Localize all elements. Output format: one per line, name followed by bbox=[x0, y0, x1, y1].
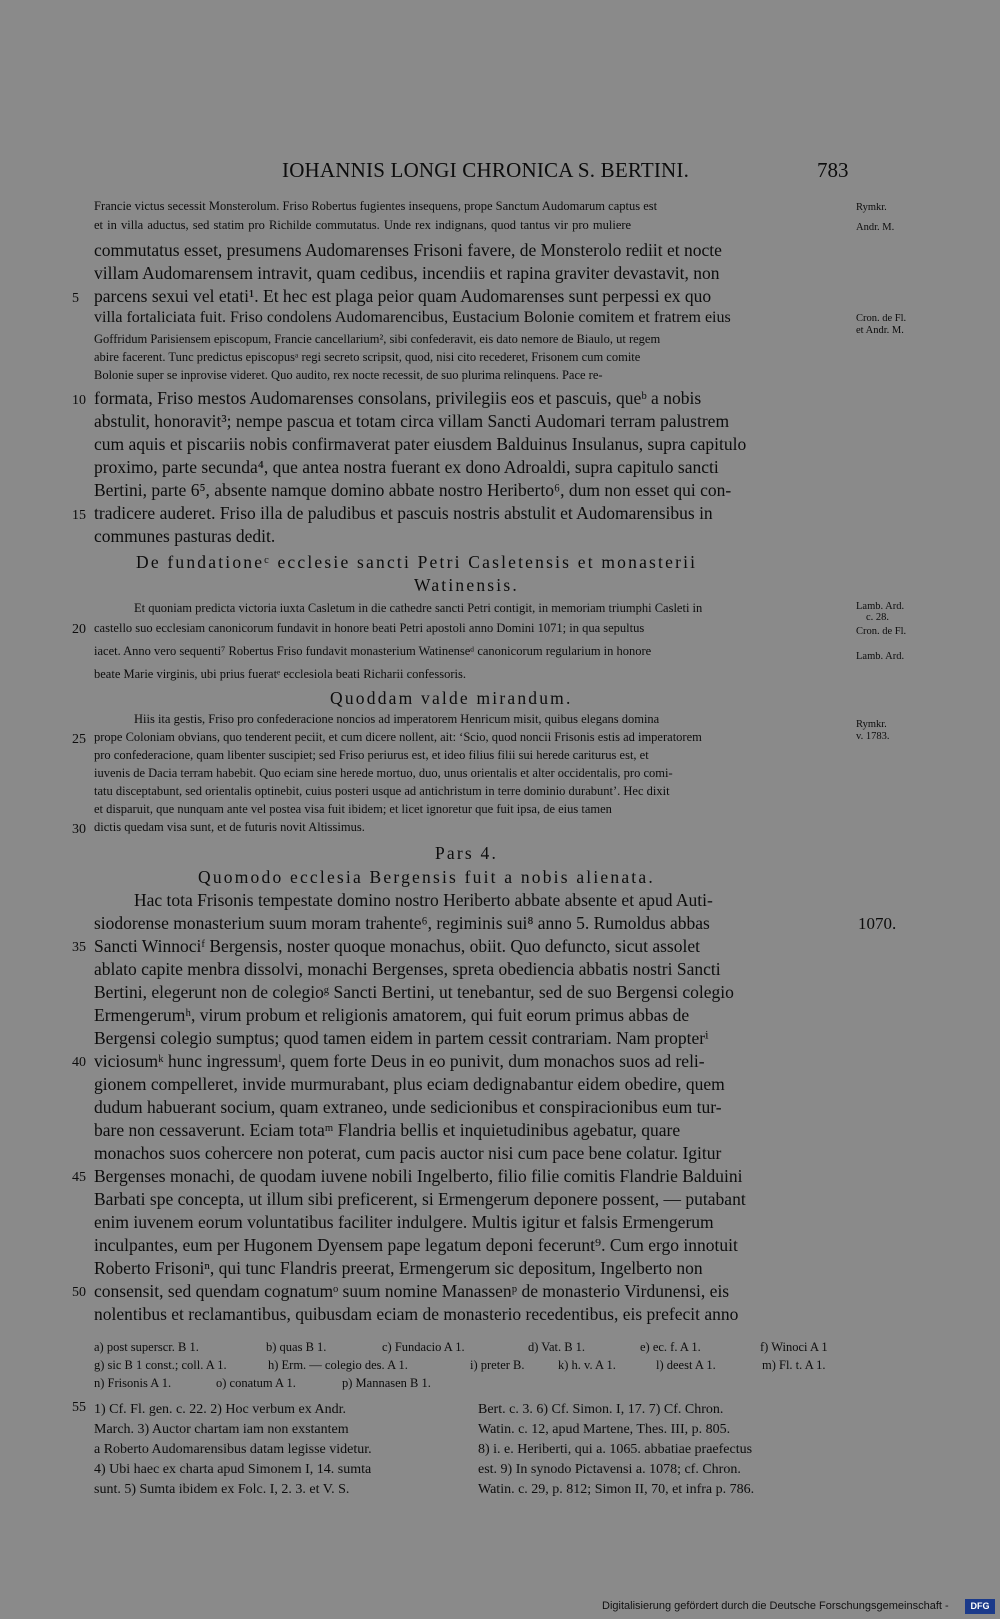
text-line: monachos suos cohercere non poterat, cum pacis auctor nisi cum pace bene colatur. Igitur bbox=[94, 1143, 722, 1163]
text-line: Bertini, elegerunt non de colegioᵍ Sancti Bertini, ut tenebantur, sed de suo Bergensi colegio bbox=[94, 982, 734, 1002]
running-title: IOHANNIS LONGI CHRONICA S. BERTINI. bbox=[282, 158, 690, 182]
section-heading: De fundationeᶜ ecclesie sancti Petri Casletensis et monasterii bbox=[136, 552, 698, 572]
text-line: et disparuit, que nunquam ante vel postea visa fuit ibidem; et licet ignoretur que fuit ipsa, de eius tamen bbox=[94, 802, 612, 816]
text-line: castello suo ecclesiam canonicorum fundavit in honore beati Petri apostoli anno Domini 1071; in qua sepultus bbox=[94, 621, 645, 635]
text-line: communes pasturas dedit. bbox=[94, 526, 276, 546]
text-line: Roberto Frisoniⁿ, qui tunc Flandris preerat, Ermengerum sic depositum, Ingelberto non bbox=[94, 1258, 703, 1278]
text-line: proximo, parte secunda⁴, que antea nostra fuerant ex dono Adroaldi, supra capitulo sancti bbox=[94, 457, 719, 477]
line-number: 25 bbox=[72, 732, 86, 747]
margin-note: Cron. de Fl. bbox=[856, 626, 907, 637]
variant-note: n) Frisonis A 1. bbox=[94, 1376, 172, 1390]
text-line: Barbati spe concepta, ut illum sibi preficerent, si Ermengerum deponere possent, — putabant bbox=[94, 1189, 746, 1209]
text-line: viciosumᵏ hunc ingressumˡ, quem forte Deus in eo punivit, dum monachos suos ad reli- bbox=[94, 1051, 705, 1071]
text-line: Et quoniam predicta victoria iuxta Casletum in die cathedre sancti Petri contigit, in memoriam triumphi Casleti in bbox=[134, 601, 703, 615]
text-line: villam Audomarensem intravit, quam cedibus, incendiis et rapina graviter devastavit, non bbox=[94, 263, 720, 283]
text-line: Bertini, parte 6⁵, absente namque domino abbate nostro Heriberto⁶, dum non esset qui con- bbox=[94, 480, 732, 500]
line-number: 50 bbox=[72, 1285, 86, 1300]
text-line: nolentibus et reclamantibus, quibusdam eciam de monasterio recedentibus, eis prefecit anno bbox=[94, 1304, 739, 1324]
line-number: 35 bbox=[72, 940, 86, 955]
text-line: abire facerent. Tunc predictus episcopusᵃ regi secreto scripsit, quod, nisi cito recederet, Frisonem cum comite bbox=[94, 350, 641, 364]
margin-note: Rymkr. bbox=[856, 202, 887, 213]
footnote-line: est. 9) In synodo Pictavensi a. 1078; cf. Chron. bbox=[478, 1462, 741, 1477]
text-line: Hiis ita gestis, Friso pro confederacione noncios ad imperatorem Henricum misit, quibus elegans domina bbox=[134, 712, 660, 726]
part-heading: Pars 4. bbox=[435, 843, 499, 863]
line-number: 55 bbox=[72, 1400, 86, 1415]
margin-note: Lamb. Ard. bbox=[856, 651, 905, 662]
margin-year: 1070. bbox=[858, 914, 897, 933]
text-line: Bolonie super se inprovise videret. Quo audito, rex nocte recessit, de suo plurima relinquens. Pace re- bbox=[94, 368, 603, 382]
text-line: dictis quedam visa sunt, et de futuris novit Altissimus. bbox=[94, 820, 365, 834]
variant-note: o) conatum A 1. bbox=[216, 1376, 296, 1390]
text-line: pro confederacione, quam libenter suscipiet; sed Friso periurus est, et ideo filius filii sui herede cariturus est, et bbox=[94, 748, 649, 762]
section-heading: Quomodo ecclesia Bergensis fuit a nobis alienata. bbox=[198, 867, 655, 887]
variant-note: k) h. v. A 1. bbox=[558, 1358, 616, 1372]
margin-note: c. 28. bbox=[866, 612, 890, 623]
variant-note: a) post superscr. B 1. bbox=[94, 1340, 199, 1354]
text-line: tradicere auderet. Friso illa de paludibus et pascuis nostris abstulit et Audomarensibus in bbox=[94, 503, 713, 523]
text-line: enim iuvenem eorum voluntatibus faciliter indulgere. Multis igitur et falsis Ermengerum bbox=[94, 1212, 714, 1232]
line-number: 15 bbox=[72, 508, 86, 523]
margin-note: v. 1783. bbox=[856, 731, 890, 742]
text-line: cum aquis et piscariis nobis confirmaverat pater eiusdem Balduinus Insulanus, supra capitulo bbox=[94, 434, 747, 454]
text-line: Hac tota Frisonis tempestate domino nostro Heriberto abbate absente et apud Auti- bbox=[134, 890, 713, 910]
line-number: 20 bbox=[72, 622, 86, 637]
footnote-line: 4) Ubi haec ex charta apud Simonem I, 14. sumta bbox=[94, 1462, 372, 1477]
margin-note: Rymkr. bbox=[856, 719, 887, 730]
text-line: et in villa aductus, sed statim pro Richilde commutatus. Unde rex indignans, quod tantus vir pro muliere bbox=[94, 218, 632, 232]
footnote-line: Watin. c. 12, apud Martene, Thes. III, p. 805. bbox=[478, 1422, 731, 1437]
footnote-line: sunt. 5) Sumta ibidem ex Folc. I, 2. 3. et V. S. bbox=[94, 1482, 350, 1497]
text-line: prope Coloniam obvians, quo tenderent peciit, et cum dicere nollent, ait: ‘Scio, quod noncii Frisonis estis ad imperatorem bbox=[94, 730, 702, 744]
footnote-line: 8) i. e. Heriberti, qui a. 1065. abbatiae praefectus bbox=[478, 1442, 753, 1457]
line-number: 10 bbox=[72, 393, 86, 408]
text-line: iacet. Anno vero sequenti⁷ Robertus Friso fundavit monasterium Watinenseᵈ canonicorum regularium in honore bbox=[94, 644, 652, 658]
footnote-line: March. 3) Auctor chartam iam non exstantem bbox=[94, 1422, 349, 1437]
variant-note: e) ec. f. A 1. bbox=[640, 1340, 701, 1354]
variant-note: l) deest A 1. bbox=[656, 1358, 716, 1372]
margin-note: et Andr. M. bbox=[856, 325, 904, 336]
text-line: dudum habuerant socium, quam extraneo, unde sedicionibus et conspiracionibus eum tur- bbox=[94, 1097, 722, 1117]
text-line: formata, Friso mestos Audomarenses consolans, privilegiis eos et pascuis, queᵇ a nobis bbox=[94, 388, 702, 408]
margin-note: Lamb. Ard. bbox=[856, 601, 905, 612]
footnote-line: 1) Cf. Fl. gen. c. 22. 2) Hoc verbum ex Andr. bbox=[94, 1402, 346, 1417]
dfg-logo: DFG bbox=[965, 1599, 995, 1614]
text-line: villa fortaliciata fuit. Friso condolens Audomarencibus, Eustacium Bolonie comitem et fratrem eius bbox=[94, 309, 731, 326]
line-number: 45 bbox=[72, 1170, 86, 1185]
text-line: Sancti Winnociᶠ Bergensis, noster quoque monachus, obiit. Quo defuncto, sicut assolet bbox=[94, 936, 700, 956]
funding-credit: Digitalisierung gefördert durch die Deutsche Forschungsgemeinschaft - bbox=[602, 1600, 949, 1612]
text-line: gionem compelleret, invide murmurabant, plus eciam dedignabantur eidem obedire, quem bbox=[94, 1074, 725, 1094]
text-line: inculpantes, eum per Hugonem Dyensem pape legatum deponi fecerunt⁹. Cum ergo innotuit bbox=[94, 1235, 738, 1255]
variant-note: p) Mannasen B 1. bbox=[342, 1376, 431, 1390]
section-heading: Watinensis. bbox=[414, 575, 519, 595]
line-number: 30 bbox=[72, 822, 86, 837]
variant-note: b) quas B 1. bbox=[266, 1340, 327, 1354]
variant-note: d) Vat. B 1. bbox=[528, 1340, 586, 1354]
text-line: commutatus esset, presumens Audomarenses Frisoni favere, de Monsterolo rediit et nocte bbox=[94, 240, 722, 260]
text-line: abstulit, honoravit³; nempe pascua et totam circa villam Sancti Audomari terram palustrem bbox=[94, 411, 730, 431]
text-line: bare non cessaverunt. Eciam totaᵐ Flandria bellis et inquietudinibus agebatur, quare bbox=[94, 1120, 681, 1140]
text-line: Bergenses monachi, de quodam iuvene nobili Ingelberto, filio filie comitis Flandrie Balduini bbox=[94, 1166, 743, 1186]
line-number: 40 bbox=[72, 1055, 86, 1070]
margin-note: Cron. de Fl. bbox=[856, 313, 907, 324]
text-line: Ermengerumʰ, virum probum et religionis amatorem, qui fuit eorum primus abbas de bbox=[94, 1005, 690, 1025]
variant-note: f) Winoci A 1 bbox=[760, 1340, 828, 1354]
footnote-line: Watin. c. 29, p. 812; Simon II, 70, et infra p. 786. bbox=[478, 1482, 755, 1497]
variant-note: g) sic B 1 const.; coll. A 1. bbox=[94, 1358, 227, 1372]
text-line: Goffridum Parisiensem episcopum, Francie cancellarium², sibi confederavit, eis dato nemore de Biaulo, ut regem bbox=[94, 332, 661, 346]
variant-note: m) Fl. t. A 1. bbox=[762, 1358, 826, 1372]
variant-note: c) Fundacio A 1. bbox=[382, 1340, 465, 1354]
margin-note: Andr. M. bbox=[856, 222, 895, 233]
line-number: 5 bbox=[72, 291, 79, 306]
footnote-line: a Roberto Audomarensibus datam legisse videtur. bbox=[94, 1442, 372, 1457]
text-line: tatu disceptabunt, sed orientalis optinebit, cuius posteri usque ad antichristum in terre dominio durabunt’. Hec dixit bbox=[94, 784, 670, 798]
variant-note: h) Erm. — colegio des. A 1. bbox=[268, 1358, 408, 1372]
page-number: 783 bbox=[817, 158, 849, 182]
text-line: Bergensi colegio sumptus; quod tamen eidem in partem cessit contrariam. Nam propterⁱ bbox=[94, 1028, 709, 1048]
text-line: ablato capite menbra dissolvi, monachi Bergenses, spreta obediencia abbatis nostri Sancti bbox=[94, 959, 721, 979]
text-line: consensit, sed quendam cognatumᵒ suum nomine Manassenᵖ de monasterio Virdunensi, eis bbox=[94, 1281, 730, 1301]
text-line: iuvenis de Dacia terram habebit. Quo eciam sine herede mortuo, duo, unus orientalis et alter occidentalis, pro comi- bbox=[94, 766, 673, 780]
text-line: siodorense monasterium suum moram trahente⁶, regiminis sui⁸ anno 5. Rumoldus abbas bbox=[94, 913, 710, 933]
section-heading: Quoddam valde mirandum. bbox=[330, 688, 573, 708]
footnote-line: Bert. c. 3. 6) Cf. Simon. I, 17. 7) Cf. Chron. bbox=[478, 1402, 724, 1417]
text-line: beate Marie virginis, ubi prius fueratᵉ ecclesiola beati Richarii confessoris. bbox=[94, 667, 466, 681]
text-line: parcens sexui vel etati¹. Et hec est plaga peior quam Audomarenses sunt perpessi ex quo bbox=[94, 286, 712, 306]
text-line: Francie victus secessit Monsterolum. Friso Robertus fugientes insequens, prope Sanctum Audomarum captus est bbox=[94, 199, 658, 213]
variant-note: i) preter B. bbox=[470, 1358, 525, 1372]
